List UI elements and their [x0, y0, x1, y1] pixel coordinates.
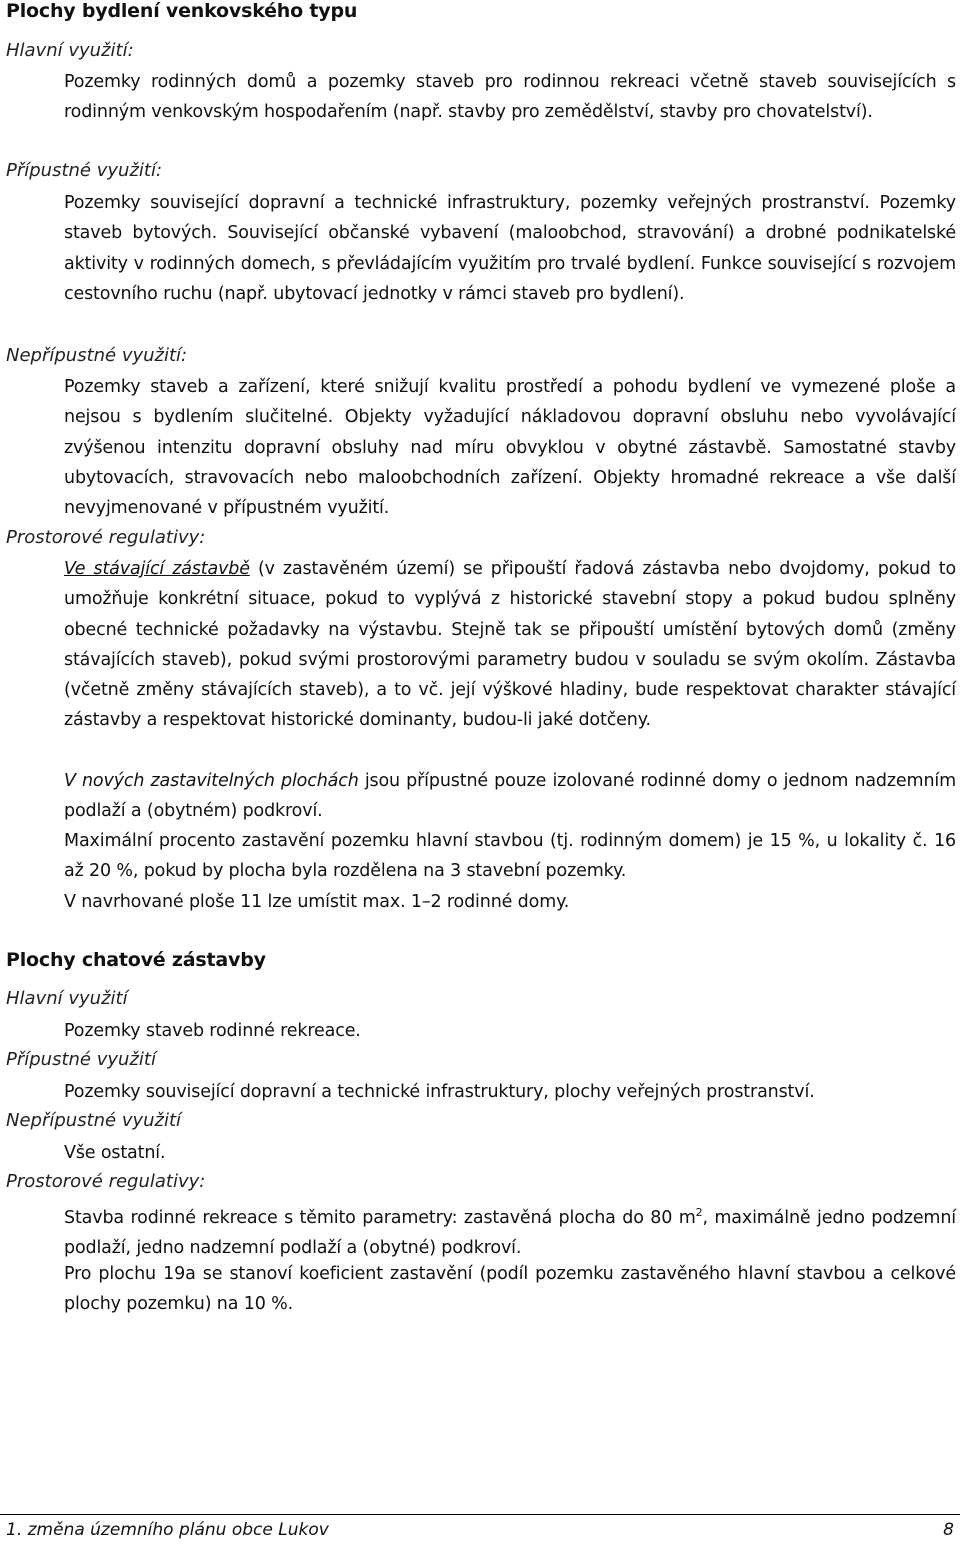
emphasis-stavajici-zastavba: Ve stávající zástavbě [64, 559, 250, 579]
superscript-2: 2 [695, 1206, 703, 1219]
text-hlavni-vyuziti-2: Pozemky staveb rodinné rekreace. [64, 1021, 361, 1041]
text-regulativ-chata [64, 1198, 956, 1263]
text-regulativ-19a: Pro plochu 19a se stanoví koeficient zastavění (podíl pozemku zastavěného hlavní stavbou a celkové plochy pozemku) na 10 %. [64, 1264, 956, 1315]
regulativ-nove-plochy-body: jsou přípustné pouze izolované rodinné domy o jednom nadzemním podlaží a (obytném) podkroví. [64, 771, 956, 822]
text-regulativ-procento: Maximální procento zastavění pozemku hlavní stavbou (tj. rodinným domem) je 15 %, u lokality č. 16 až 20 %, pokud by plocha byla rozdělena na 3 stavební pozemky. [64, 831, 956, 882]
label-hlavni-vyuziti-2: Hlavní využití [6, 988, 128, 1009]
label-pripustne-vyuziti-2: Přípustné využití [6, 1049, 156, 1070]
label-nepripustne-vyuziti: Nepřípustné využití: [6, 345, 188, 366]
text-pripustne-vyuziti: Pozemky související dopravní a technické infrastruktury, pozemky veřejných prostranství. Pozemky staveb bytových. Související občanské vybavení (maloobchod, stravování) a drobné podnikatelské aktivity v rodinných domech, s převládajícím využitím pro trvalé bydlení. Funkce související s rozvojem cestovního ruchu (např. ubytovací jednotky v rámci staveb pro bydlení). [64, 193, 956, 304]
footer-document-title: 1. změna územního plánu obce Lukov [6, 1520, 329, 1540]
section-title-venkovske: Plochy bydlení venkovského typu [6, 0, 358, 22]
label-prostorove-regulativy: Prostorové regulativy: [6, 527, 206, 548]
label-hlavni-vyuziti: Hlavní využití: [6, 40, 134, 61]
regulativ-chata-part-a: Stavba rodinné rekreace s těmito parametry: zastavěná plocha do 80 m [64, 1207, 696, 1228]
section-title-chatove: Plochy chatové zástavby [6, 949, 266, 971]
footer-divider [0, 1514, 960, 1515]
footer-page-number: 8 [943, 1520, 954, 1540]
text-regulativ-plocha-11: V navrhované ploše 11 lze umístit max. 1–2 rodinné domy. [64, 892, 570, 912]
label-pripustne-vyuziti: Přípustné využití: [6, 160, 163, 181]
regulativ-chata-part-b: , maximálně jedno podzemní podlaží, jedno nadzemní podlaží a (obytné) podkroví. [64, 1207, 956, 1259]
text-hlavni-vyuziti: Pozemky rodinných domů a pozemky staveb pro rodinnou rekreaci včetně staveb souvisejících s rodinným venkovským hospodařením (např. stavby pro zemědělství, stavby pro chovatelství). [64, 72, 956, 123]
text-regulativ-nove-plochy [64, 766, 956, 827]
label-nepripustne-vyuziti-2: Nepřípustné využití [6, 1110, 182, 1131]
text-regulativ-stavajici [64, 554, 956, 736]
label-prostorove-regulativy-2: Prostorové regulativy: [6, 1171, 206, 1192]
text-pripustne-vyuziti-2: Pozemky související dopravní a technické infrastruktury, plochy veřejných prostranství. [64, 1082, 815, 1102]
text-nepripustne-vyuziti: Pozemky staveb a zařízení, které snižují kvalitu prostředí a pohodu bydlení ve vymezené ploše a nejsou s bydlením slučitelné. Objekty vyžadující nákladovou dopravní obsluhu nebo vyvolávající zvýšenou intenzitu dopravní obsluhy nad míru obvyklou v obytné zástavbě. Samostatné stavby ubytovacích, stravovacích nebo maloobchodních zařízení. Objekty hromadné rekreace a vše další nevyjmenované v přípustném využití. [64, 377, 956, 519]
regulativ-stavajici-body: (v zastavěném území) se připouští řadová zástavba nebo dvojdomy, pokud to umožňuje konkrétní situace, pokud to vyplývá z historické stavební stopy a pokud budou splněny obecné technické požadavky na výstavbu. Stejně tak se připouští umístění bytových domů (změny stávajících staveb), pokud svými prostorovými parametry budou v souladu se svým okolím. Zástavba (včetně změny stávajících staveb), a to vč. její výškové hladiny, bude respektovat charakter stávající zástavby a respektovat historické dominanty, budou-li jaké dotčeny. [64, 559, 957, 731]
emphasis-nove-plochy: V nových zastavitelných plochách [64, 771, 359, 791]
text-nepripustne-vyuziti-2: Vše ostatní. [64, 1143, 166, 1163]
